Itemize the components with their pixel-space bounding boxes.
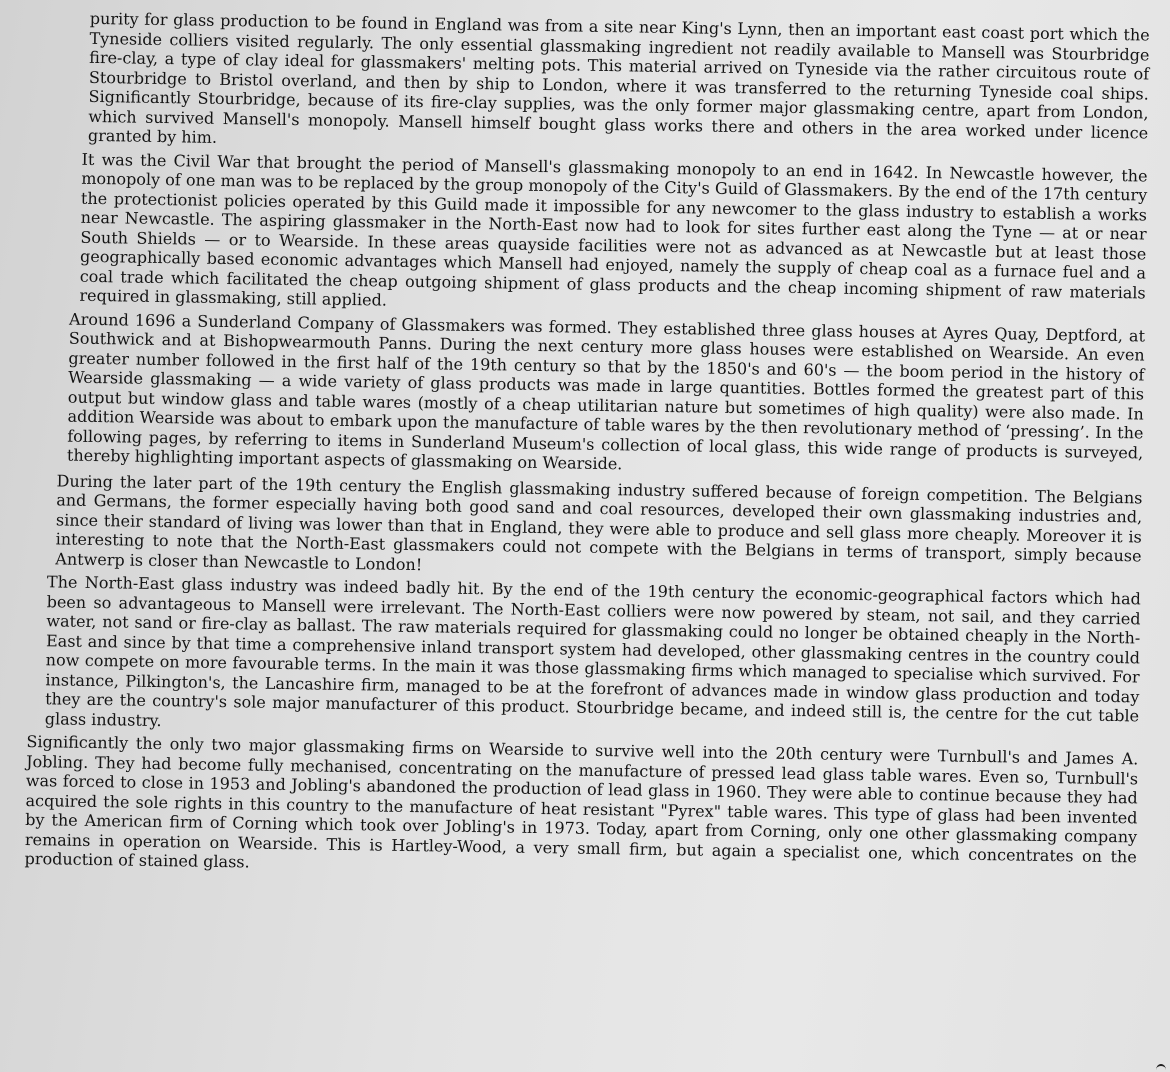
body-text [20,8,1149,890]
page-edge-mark [1156,1064,1166,1072]
paragraph-4: During the later part of the 19th century the English glassmaking industry suffered because of foreign competition. The Belgians and Germans, the former especially having both good sand and coal resources, developed their own glassmaking industries and, since their standard of living was lower than that in England, they were able to produce and sell glass more cheaply. Moreover it is interesting to note that the North-East glassmakers could not compete with the Belgians in terms of transport, simply because Antwerp is closer than Newcastle to London! [55,470,1143,574]
paragraph-1: purity for glass production to be found in England was from a site near King's Lynn, then an important east coast port which the Tyneside colliers visited regularly. The only essential glassmaking ingredient not readily available to Mansell was Stourbridge fire-clay, a type of clay ideal for glassmakers' melting pots. This material arrived on Tyneside via the rather circuitous route of Stourbridge to Bristol overland, and then by ship to London, where it was transferred to the returning Tyneside coal ships. Significantly Stourbridge, because of its fire-clay supplies, was the only former major glassmaking centre, apart from London, which survived Mansell's monopoly. Mansell himself bought glass works there and others in the area worked under licence granted by him. [87,8,1150,147]
paragraph-3: Around 1696 a Sunderland Company of Glassmakers was formed. They established three glass houses at Ayres Quay, Deptford, at Southwick and at Bishopwearmouth Panns. During the next century more glass houses were established on Wearside. An even greater number followed in the first half of the 19th century so that by the 1850's and 60's — the boom period in the history of Wearside glassmaking — a wide variety of glass products was made in large quantities. Bottles formed the greatest part of this output but window glass and table wares (mostly of a cheap utilitarian nature but sometimes of high quality) were also made. In addition Wearside was about to embark upon the manufacture of table wares by the then revolutionary method of ‘pressing’. In the following pages, by referring to items in Sunderland Museum's collection of local glass, this wide range of products is surveyed, thereby highlighting important aspects of glassmaking on Wearside. [66,309,1146,474]
paragraph-2: It was the Civil War that brought the period of Mansell's glassmaking monopoly to an end in 1642. In Newcastle however, the monopoly of one man was to be replaced by the group monopoly of the City's Guild of Glassmakers. By the end of the 17th century the protectionist policies operated by this Guild made it impossible for any newcomer to the glass industry to establish a works near Newcastle. The aspiring glassmaker in the North-East now had to look for sites further east along the Tyne — at or near South Shields — or to Wearside. In these areas quayside facilities were not as advanced as at Newcastle but at least those geographically based economic advantages which Mansell had enjoyed, namely the supply of cheap coal as a furnace fuel and a coal trade which facilitated the cheap outgoing shipment of glass products and the cheap incoming shipment of raw materials required in glassmaking, still applied. [79,149,1148,310]
paragraph-6: Significantly the only two major glassmaking firms on Wearside to survive well into the 20th century were Turnbull's and James A. Jobling. They had become fully mechanised, concentrating on the manufacture of pressed lead glass table wares. Even so, Turnbull's was forced to close in 1953 and Jobling's abandoned the production of lead glass in 1960. They were able to continue because they had acquired the sole rights in this country to the manufacture of heat resistant "Pyrex" table wares. This type of glass had been invented by the American firm of Corning which took over Jobling's in 1973. Today, apart from Corning, only one other glassmaking company remains in operation on Wearside. This is Hartley-Wood, a very small firm, but again a specialist one, which concentrates on the production of stained glass. [24,731,1139,872]
paragraph-5: The North-East glass industry was indeed badly hit. By the end of the 19th century the economic-geographical factors which had been so advantageous to Mansell were irrelevant. The North-East colliers were now powered by steam, not sail, and they carried water, not sand or fire-clay as ballast. The raw materials required for glassmaking could no longer be obtained cheaply in the North-East and since by that time a comprehensive inland transport system had developed, other glassmaking centres in the country could now compete on more favourable terms. In the main it was those glassmaking firms which managed to specialise which survived. For instance, Pilkington's, the Lancashire firm, managed to be at the forefront of advances made in window glass production and today they are the country's sole major manufacturer of this product. Stourbridge became, and indeed still is, the centre for the cut table glass industry. [44,572,1142,730]
